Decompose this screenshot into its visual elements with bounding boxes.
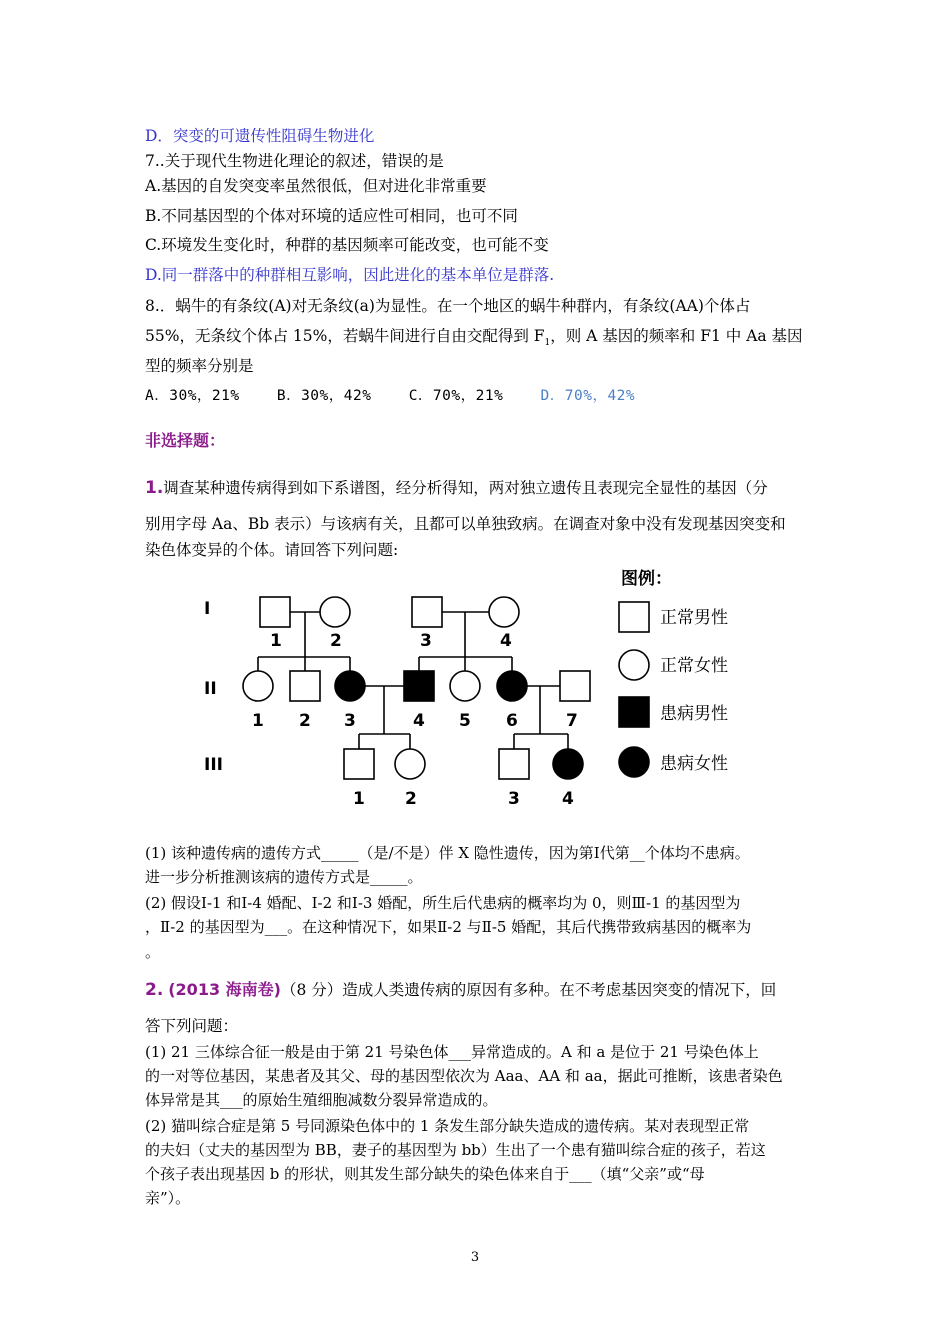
p1-q1-line-1: (1) 该种遗传病的遗传方式_____（是/不是）伴 X 隐性遗传，因为第Ⅰ代第__个体均不患病。 [145, 844, 750, 862]
pedigree-II-4 [404, 671, 434, 701]
q8-line-2: 55%，无条纹个体占 15%，若蜗牛间进行自由交配得到 $F_1$，则 A 基因的频率和 F1 中 Aa 基因 [145, 327, 803, 349]
pedigree-I-4 [489, 597, 519, 627]
section-title: 非选择题： [145, 431, 226, 450]
q8-option-a: A．30%，21% [145, 388, 240, 404]
legend-title: 图例： [621, 569, 672, 589]
p1-q2-line-1: (2) 假设Ⅰ-1 和Ⅰ-4 婚配、Ⅰ-2 和Ⅰ-3 婚配，所生后代患病的概率均为 0，则Ⅲ-1 的基因型为 [145, 894, 741, 912]
p1-q2-line-2: ，Ⅱ-2 的基因型为___。在这种情况下，如果Ⅱ-2 与Ⅱ-5 婚配，其后代携带致病基因的概率为 [145, 918, 752, 936]
legend-affected-male-icon [619, 697, 649, 727]
page-number: 3 [470, 1250, 480, 1265]
p2-q1-line-1: (1) 21 三体综合征一般是由于第 21 号染色体___异常造成的。A 和 a 是位于 21 号染色体上 [145, 1043, 759, 1061]
svg-text:1: 1 [252, 711, 264, 731]
q7-option-d: D.同一群落中的种群相互影响，因此进化的基本单位是群落. [145, 266, 555, 284]
q7-option-b: B.不同基因型的个体对环境的适应性可相同，也可不同 [145, 207, 518, 225]
legend-normal-male-icon [619, 602, 649, 632]
svg-text:7: 7 [566, 711, 578, 731]
legend-normal-male: 正常男性 [660, 608, 728, 628]
svg-text:2: 2 [330, 631, 342, 651]
svg-text:4: 4 [500, 631, 512, 651]
svg-text:1: 1 [353, 789, 365, 809]
q7-option-a: A.基因的自发突变率虽然很低，但对进化非常重要 [145, 177, 487, 195]
svg-text:3: 3 [420, 631, 432, 651]
p1-line-3: 染色体变异的个体。请回答下列问题: [145, 541, 399, 559]
svg-text:4: 4 [562, 789, 574, 809]
p2-q2-line-2: 的夫妇（丈夫的基因型为 BB，妻子的基因型为 bb）生出了一个患有猫叫综合症的孩子，若这 [145, 1141, 766, 1159]
pedigree-III-2 [395, 749, 425, 779]
p2-q2-line-3: 个孩子表出现基因 b 的形状，则其发生部分缺失的染色体来自于___（填“父亲”或“母 [145, 1165, 705, 1183]
q8-option-b: B．30%，42% [276, 388, 372, 404]
pedigree-III-1 [344, 749, 374, 779]
p2-q1-line-3: 体异常是其___的原始生殖细胞减数分裂异常造成的。 [145, 1091, 498, 1109]
pedigree-II-7 [560, 671, 590, 701]
p1-q1-line-2: 进一步分析推测该病的遗传方式是_____。 [145, 868, 423, 886]
p2-q2-line-4: 亲”）。 [145, 1189, 191, 1207]
pedigree-II-3 [335, 671, 365, 701]
svg-text:6: 6 [506, 711, 518, 731]
pedigree-III-4 [553, 749, 583, 779]
legend-affected-male: 患病男性 [660, 704, 728, 724]
pedigree-II-1 [243, 671, 273, 701]
p1-q2-line-3: 。 [145, 943, 161, 961]
gen-label-I: I [204, 599, 211, 619]
q8-line-3: 型的频率分别是 [145, 357, 254, 375]
p2-line-2: 答下列问题： [145, 1017, 239, 1035]
pedigree-III-3 [499, 749, 529, 779]
svg-text:1: 1 [270, 631, 282, 651]
pedigree-I-2 [320, 597, 350, 627]
q8-line-1: 8.．蜗牛的有条纹(A)对无条纹(a)为显性。在一个地区的蜗牛种群内，有条纹(AA)个体占 [145, 297, 751, 315]
q7-stem: 7..关于现代生物进化理论的叙述，错误的是 [145, 152, 444, 170]
p1-line-1: 1.调查某种遗传病得到如下系谱图，经分析得知，两对独立遗传且表现完全显性的基因（分 [145, 478, 768, 498]
p2-q2-line-1: (2) 猫叫综合症是第 5 号同源染色体中的 1 条发生部分缺失造成的遗传病。某对表现型正常 [145, 1117, 750, 1135]
q8-option-d: D．70%，42% [540, 388, 636, 404]
svg-text:2: 2 [299, 711, 311, 731]
legend-normal-female-icon [619, 650, 649, 680]
svg-text:5: 5 [459, 711, 471, 731]
svg-text:4: 4 [413, 711, 425, 731]
pedigree-II-6 [497, 671, 527, 701]
svg-text:2: 2 [405, 789, 417, 809]
pedigree-II-5 [450, 671, 480, 701]
pedigree-II-2 [290, 671, 320, 701]
q7-option-c: C.环境发生变化时，种群的基因频率可能改变，也可能不变 [145, 236, 549, 254]
q6-option-d: D．突变的可遗传性阻碍生物进化 [145, 127, 375, 145]
pedigree-I-3 [412, 597, 442, 627]
q8-option-c: C．70%，21% [408, 388, 504, 404]
svg-text:3: 3 [508, 789, 520, 809]
gen-label-III: III [204, 755, 223, 775]
pedigree-I-1 [260, 597, 290, 627]
p1-line-2: 别用字母 Aa、Bb 表示）与该病有关，且都可以单独致病。在调查对象中没有发现基因突变和 [145, 515, 786, 533]
legend-affected-female: 患病女性 [660, 754, 728, 774]
legend-affected-female-icon [619, 747, 649, 777]
p2-q1-line-2: 的一对等位基因，某患者及其父、母的基因型依次为 Aaa、AA 和 aa，据此可推断，该患者染色 [145, 1067, 783, 1085]
p2-line-1: 2. (2013 海南卷)（8 分）造成人类遗传病的原因有多种。在不考虑基因突变的情况下，回 [145, 980, 777, 1000]
svg-text:3: 3 [344, 711, 356, 731]
gen-label-II: II [204, 679, 217, 699]
legend-normal-female: 正常女性 [660, 656, 728, 676]
